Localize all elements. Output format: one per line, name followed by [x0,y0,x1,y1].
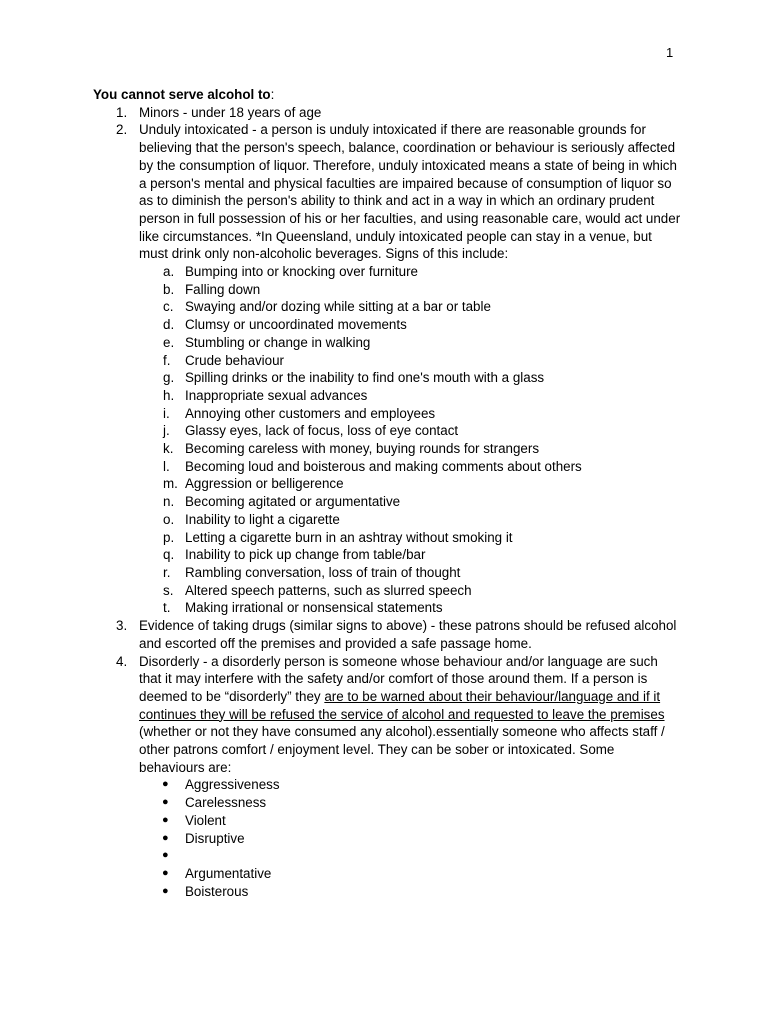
list-marker: 4. [116,653,128,669]
sublist-text: Letting a cigarette burn in an ashtray without smoking it [185,529,513,545]
sublist-item [139,422,683,440]
bullet-item [139,830,683,848]
sublist-item [139,582,683,600]
bullet-text: Violent [185,812,226,828]
list-item-drugs [93,617,683,652]
sublist-text: Annoying other customers and employees [185,405,436,421]
bullet-icon: ● [162,884,169,897]
list-item-text: Minors - under 18 years of age [139,104,322,120]
sublist-item [139,263,683,281]
sublist-marker: e. [163,334,175,350]
sublist-marker: s. [163,582,174,598]
sublist-text: Inability to light a cigarette [185,511,340,527]
sublist-marker: n. [163,494,175,510]
bullet-item [139,812,683,830]
sublist-item [139,387,683,405]
sublist-marker: l. [163,458,170,474]
sublist-item [139,599,683,617]
sublist-item [139,334,683,352]
bullet-text: Aggressiveness [185,777,280,793]
bullet-item [139,794,683,812]
sublist-marker: d. [163,317,175,333]
signs-sublist [139,263,683,617]
sublist-text: Spilling drinks or the inability to find one's mouth with a glass [185,370,545,386]
list-item-text-before: Disorderly - a disorderly person is someone whose behaviour and/or language are such that it may interfere with the safety and/or comfort of those around them. If a person is deemed to be “disorderly” they [139,653,658,704]
sublist-item [139,511,683,529]
sublist-marker: g. [163,370,175,386]
list-item-minors [93,104,683,122]
sublist-marker: h. [163,387,175,403]
list-marker: 2. [116,122,128,138]
sublist-marker: b. [163,281,175,297]
heading-bold-text: You cannot serve alcohol to [93,87,271,102]
sublist-item [139,458,683,476]
sublist-marker: t. [163,600,171,616]
bullet-item [139,776,683,794]
list-item-disorderly [93,653,683,901]
sublist-item [139,493,683,511]
sublist-text: Making irrational or nonsensical statements [185,600,443,616]
bullet-icon: ● [162,813,169,826]
sublist-marker: j. [163,423,170,439]
sublist-item [139,352,683,370]
sublist-marker: a. [163,264,175,280]
sublist-item [139,281,683,299]
sublist-text: Stumbling or change in walking [185,334,371,350]
sublist-item [139,298,683,316]
sublist-text: Aggression or belligerence [185,476,344,492]
sublist-text: Altered speech patterns, such as slurred speech [185,582,472,598]
bullet-text: Carelessness [185,795,267,811]
sublist-text: Becoming loud and boisterous and making comments about others [185,458,582,474]
sublist-marker: k. [163,441,174,457]
section-heading [93,86,683,104]
sublist-item [139,440,683,458]
list-item-text: Unduly intoxicated - a person is unduly intoxicated if there are reasonable grounds for believing that the person's speech, balance, coordination or behaviour is seriously affected by the consumption of liquor. Therefore, unduly intoxicated means a state of being in which a person's mental and physical faculties are impaired because of consumption of liquor so as to diminish the person's ability to think and act in a way in which an ordinary prudent person in full possession of his or her faculties, and using reasonable care, would act under like circumstances. *In Queensland, unduly intoxicated people can stay in a venue, but must drink only non-alcoholic beverages. Signs of this include: [139,122,681,262]
sublist-text: Rambling conversation, loss of train of thought [185,564,461,580]
bullet-text: Argumentative [185,865,272,881]
behaviours-bullet-list [139,776,683,900]
sublist-text: Falling down [185,281,261,297]
sublist-text: Glassy eyes, lack of focus, loss of eye contact [185,423,459,439]
sublist-item [139,405,683,423]
sublist-marker: i. [163,405,170,421]
list-marker: 3. [116,618,128,634]
sublist-marker: c. [163,299,174,315]
sublist-text: Inability to pick up change from table/bar [185,547,426,563]
bullet-item [139,865,683,883]
sublist-marker: m. [163,476,178,492]
bullet-icon: ● [162,866,169,879]
list-item-text: Evidence of taking drugs (similar signs to above) - these patrons should be refused alcohol and escorted off the premises and provided a safe passage home. [139,618,677,651]
sublist-item [139,546,683,564]
sublist-text: Swaying and/or dozing while sitting at a bar or table [185,299,491,315]
sublist-item [139,564,683,582]
sublist-text: Bumping into or knocking over furniture [185,264,418,280]
bullet-icon: ● [162,849,169,862]
sublist-marker: r. [163,564,171,580]
bullet-text: Disruptive [185,830,245,846]
sublist-marker: p. [163,529,175,545]
bullet-item [139,847,683,865]
sublist-item [139,475,683,493]
bullet-text: Boisterous [185,883,249,899]
document-body [93,86,683,900]
sublist-marker: f. [163,352,171,368]
sublist-item [139,369,683,387]
bullet-icon: ● [162,778,169,791]
sublist-item [139,529,683,547]
sublist-text: Clumsy or uncoordinated movements [185,317,407,333]
main-list [93,104,683,901]
list-item-text-after: (whether or not they have consumed any alcohol).essentially someone who affects staff / other patrons comfort / enjoyment level. They can be sober or intoxicated. Some behaviours are: [139,724,665,775]
page-number: 1 [666,45,674,60]
sublist-text: Crude behaviour [185,352,285,368]
list-marker: 1. [116,104,128,120]
sublist-marker: o. [163,511,175,527]
bullet-icon: ● [162,831,169,844]
bullet-item [139,883,683,901]
list-item-unduly-intoxicated [93,121,683,617]
bullet-icon: ● [162,796,169,809]
sublist-text: Becoming agitated or argumentative [185,494,401,510]
sublist-text: Becoming careless with money, buying rounds for strangers [185,441,540,457]
sublist-text: Inappropriate sexual advances [185,387,368,403]
heading-colon: : [270,87,275,102]
sublist-marker: q. [163,547,175,563]
underlined-text: are to be warned about their behaviour/language and if it continues they will be refused the service of alcohol and requested to leave the premises [139,688,665,722]
sublist-item [139,316,683,334]
